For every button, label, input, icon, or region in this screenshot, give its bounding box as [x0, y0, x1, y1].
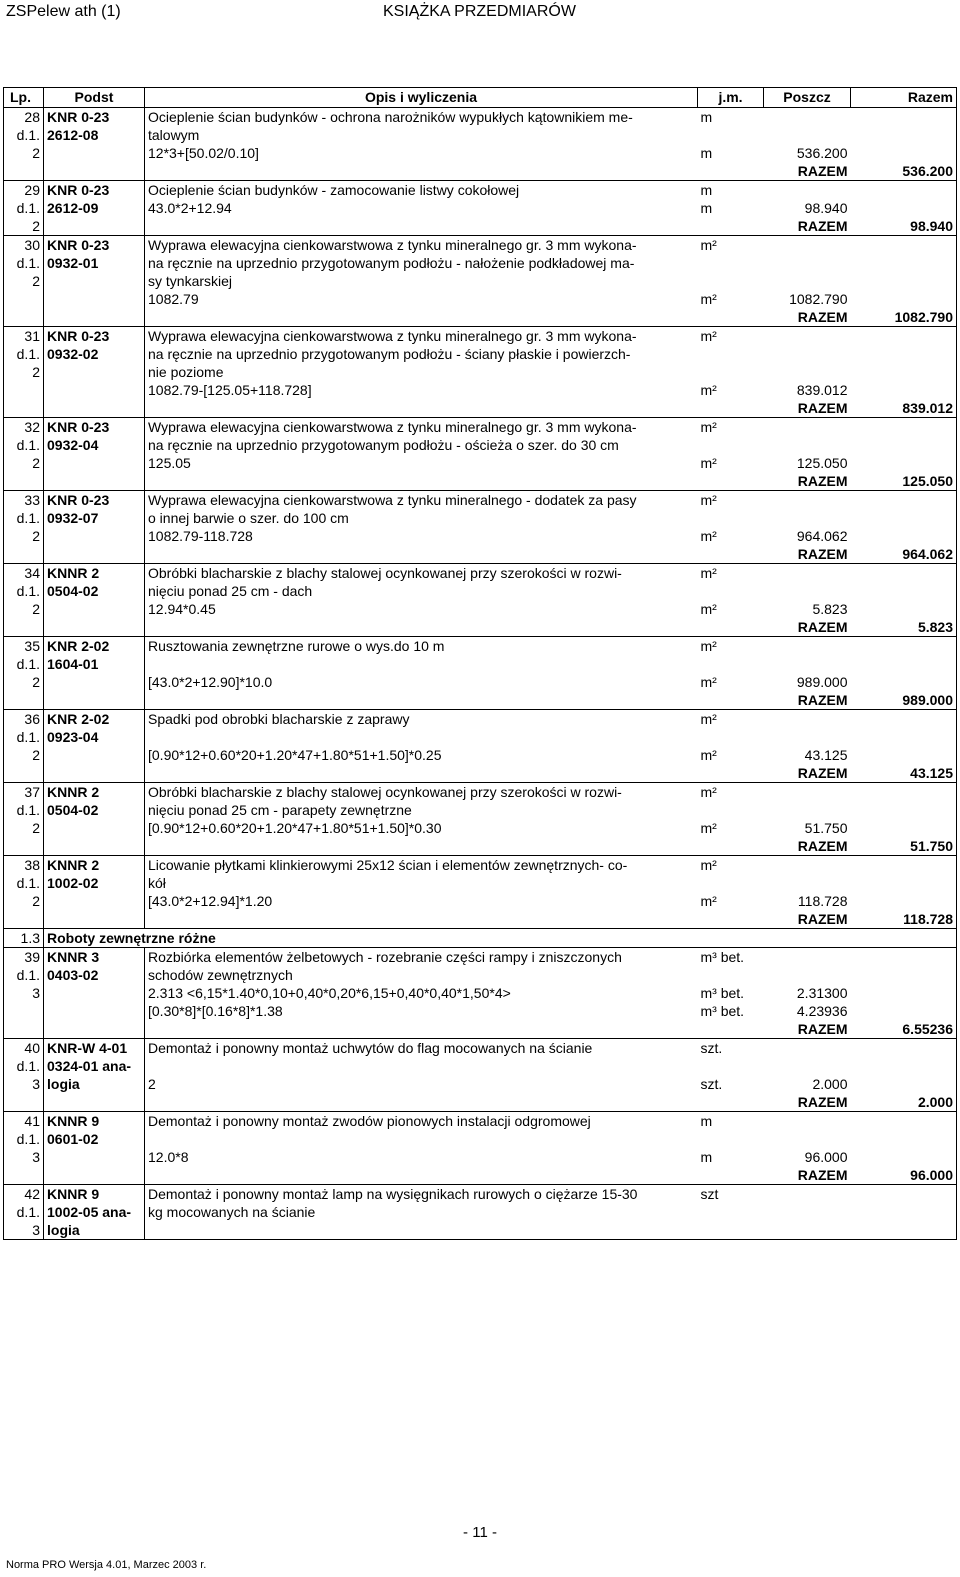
- calc-expression: [0.90*12+0.60*20+1.20*47+1.80*51+1.50]*0.30: [148, 820, 442, 836]
- item-basis: KNR 2-02 0923-04: [44, 710, 145, 783]
- item-basis: KNNR 2 1002-02: [44, 856, 145, 929]
- calc-row: [4, 1148, 957, 1166]
- razem-spacer: [698, 217, 764, 236]
- section-title: Roboty zewnętrzne różne: [44, 929, 957, 948]
- razem-row: [4, 837, 957, 856]
- razem-spacer: [145, 545, 698, 564]
- razem-row: [4, 162, 957, 181]
- razem-spacer: [145, 1020, 698, 1039]
- item-description: Rozbiórka elementów żelbetowych - rozebranie części rampy i zniszczonych schodów zewnętrznych: [145, 948, 698, 985]
- razem-spacer: [698, 910, 764, 929]
- calc-expression: [0.90*12+0.60*20+1.20*47+1.80*51+1.50]*0.25: [148, 747, 442, 763]
- item-unit: m²: [698, 491, 764, 528]
- page-number: - 11 -: [463, 1524, 497, 1541]
- item-total-empty: [851, 1185, 957, 1240]
- item-basis: KNR 0-23 2612-08: [44, 108, 145, 181]
- item-basis: KNR-W 4-01 0324-01 ana- logia: [44, 1039, 145, 1112]
- col-header-lp: Lp.: [4, 88, 44, 108]
- item-description: Wyprawa elewacyjna cienkowarstwowa z tynku mineralnego - dodatek za pasy o innej barwie o szer. do 100 cm: [145, 491, 698, 528]
- calc-unit: m³ bet.: [700, 1003, 745, 1019]
- razem-spacer: [698, 1093, 764, 1112]
- item-unit: m²: [698, 327, 764, 382]
- calc-row: [4, 454, 957, 472]
- item-description: Demontaż i ponowny montaż lamp na wysięgnikach rurowych o ciężarze 15-30 kg mocowanych na ścianie: [145, 1185, 698, 1240]
- item-total-empty: [851, 856, 957, 893]
- calc-row: [4, 746, 957, 764]
- item-description: Obróbki blacharskie z blachy stalowej ocynkowanej przy szerokości w rozwi- nięciu ponad 25 cm - parapety zewnętrzne: [145, 783, 698, 820]
- item-partial-empty: [764, 327, 851, 382]
- razem-row: [4, 618, 957, 637]
- calc-value: 964.062: [796, 528, 848, 544]
- item-unit: szt: [698, 1185, 764, 1240]
- razem-row: [4, 472, 957, 491]
- item-unit: m: [698, 1112, 764, 1149]
- calc-value: 2.31300: [796, 985, 848, 1001]
- items-body-2: [4, 948, 957, 1240]
- col-header-podst: Podst: [44, 88, 145, 108]
- item-number: 28 d.1. 2: [4, 108, 44, 181]
- item-unit: m²: [698, 783, 764, 820]
- item-partial-empty: [764, 236, 851, 291]
- razem-label: RAZEM: [797, 546, 848, 562]
- calc-unit: m²: [700, 893, 717, 909]
- calc-unit: m²: [700, 528, 717, 544]
- item-basis: KNR 0-23 0932-07: [44, 491, 145, 564]
- file-name: ZSPelew ath (1): [6, 3, 121, 20]
- item-basis: KNR 0-23 2612-09: [44, 181, 145, 236]
- calc-value: 4.23936: [796, 1003, 848, 1019]
- razem-row: [4, 308, 957, 327]
- calc-total-empty: [851, 600, 957, 618]
- item-number: 39 d.1. 3: [4, 948, 44, 1039]
- item-description: Wyprawa elewacyjna cienkowarstwowa z tynku mineralnego gr. 3 mm wykona- na ręcznie na uprzednio przygotowanym podłożu - ściany płaskie i powierzch- nie poziome: [145, 327, 698, 382]
- item-description: Demontaż i ponowny montaż uchwytów do flag mocowanych na ścianie: [145, 1039, 698, 1076]
- razem-spacer: [145, 1166, 698, 1185]
- item-number: 30 d.1. 2: [4, 236, 44, 327]
- item-row: [4, 181, 957, 200]
- calc-row: [4, 984, 957, 1002]
- razem-spacer: [698, 545, 764, 564]
- calc-total-empty: [851, 746, 957, 764]
- item-unit: m²: [698, 710, 764, 747]
- calc-expression: 125.05: [148, 455, 191, 471]
- calc-unit: m²: [700, 455, 717, 471]
- calc-value: 5.823: [812, 601, 848, 617]
- razem-label: RAZEM: [797, 911, 848, 927]
- item-description: Wyprawa elewacyjna cienkowarstwowa z tynku mineralnego gr. 3 mm wykona- na ręcznie na uprzednio przygotowanym podłożu - ościeża o szer. do 30 cm: [145, 418, 698, 455]
- razem-value: 98.940: [851, 217, 957, 236]
- item-basis: KNR 2-02 1604-01: [44, 637, 145, 710]
- calc-total-empty: [851, 819, 957, 837]
- item-unit: m²: [698, 236, 764, 291]
- calc-unit: m³ bet.: [700, 985, 745, 1001]
- calc-unit: m²: [700, 601, 717, 617]
- item-description: Demontaż i ponowny montaż zwodów pionowych instalacji odgromowej: [145, 1112, 698, 1149]
- item-number: 37 d.1. 2: [4, 783, 44, 856]
- item-total-empty: [851, 418, 957, 455]
- item-total-empty: [851, 948, 957, 985]
- razem-value: 964.062: [851, 545, 957, 564]
- razem-row: [4, 691, 957, 710]
- calc-value: 536.200: [796, 145, 848, 161]
- razem-spacer: [698, 764, 764, 783]
- item-row: [4, 783, 957, 820]
- item-number: 40 d.1. 3: [4, 1039, 44, 1112]
- calc-row: [4, 381, 957, 399]
- cost-estimate-table: [3, 87, 957, 1240]
- razem-spacer: [698, 399, 764, 418]
- razem-spacer: [698, 618, 764, 637]
- calc-total-empty: [851, 290, 957, 308]
- item-number: 29 d.1. 2: [4, 181, 44, 236]
- calc-unit: m²: [700, 382, 717, 398]
- razem-spacer: [145, 837, 698, 856]
- razem-value: 118.728: [851, 910, 957, 929]
- razem-label: RAZEM: [797, 1094, 848, 1110]
- item-partial-empty: [764, 1112, 851, 1149]
- item-number: 42 d.1. 3: [4, 1185, 44, 1240]
- calc-expression: 2.313 <6,15*1.40*0,10+0,40*0,20*6,15+0,40*0,40*1,50*4>: [148, 985, 511, 1001]
- calc-expression: 12.94*0.45: [148, 601, 216, 617]
- item-partial-empty: [764, 637, 851, 674]
- document-title: KSIĄŻKA PRZEDMIARÓW: [383, 3, 576, 20]
- item-row: [4, 710, 957, 747]
- razem-label: RAZEM: [797, 692, 848, 708]
- calc-row: [4, 290, 957, 308]
- section-body: [4, 929, 957, 948]
- calc-expression: 12.0*8: [148, 1149, 189, 1165]
- item-unit: m²: [698, 564, 764, 601]
- item-description: Licowanie płytkami klinkierowymi 25x12 ścian i elementów zewnętrznych- co- kół: [145, 856, 698, 893]
- item-unit: m: [698, 108, 764, 145]
- item-total-empty: [851, 1112, 957, 1149]
- razem-row: [4, 1020, 957, 1039]
- calc-total-empty: [851, 1002, 957, 1020]
- razem-value: 43.125: [851, 764, 957, 783]
- item-total-empty: [851, 637, 957, 674]
- calc-unit: m²: [700, 291, 717, 307]
- window-header: [0, 0, 960, 26]
- item-row: [4, 236, 957, 291]
- razem-value: 989.000: [851, 691, 957, 710]
- calc-total-empty: [851, 381, 957, 399]
- item-partial-empty: [764, 1185, 851, 1240]
- razem-spacer: [698, 691, 764, 710]
- item-basis: KNNR 9 0601-02: [44, 1112, 145, 1185]
- calc-total-empty: [851, 144, 957, 162]
- item-row: [4, 637, 957, 674]
- razem-spacer: [698, 308, 764, 327]
- item-row: [4, 1185, 957, 1240]
- calc-row: [4, 199, 957, 217]
- item-total-empty: [851, 108, 957, 145]
- calc-expression: 1082.79-118.728: [148, 528, 253, 544]
- item-description: Ocieplenie ścian budynków - zamocowanie listwy cokołowej: [145, 181, 698, 200]
- col-header-jm: j.m.: [698, 88, 764, 108]
- calc-total-empty: [851, 454, 957, 472]
- table-header-row: [4, 88, 957, 108]
- razem-row: [4, 217, 957, 236]
- item-basis: KNNR 2 0504-02: [44, 564, 145, 637]
- item-partial-empty: [764, 710, 851, 747]
- calc-value: 43.125: [804, 747, 848, 763]
- item-number: 35 d.1. 2: [4, 637, 44, 710]
- item-row: [4, 1039, 957, 1076]
- col-header-opis: Opis i wyliczenia: [145, 88, 698, 108]
- item-total-empty: [851, 710, 957, 747]
- item-basis: KNR 0-23 0932-04: [44, 418, 145, 491]
- item-row: [4, 856, 957, 893]
- calc-unit: m: [700, 145, 713, 161]
- col-header-razem: Razem: [851, 88, 957, 108]
- calc-unit: m: [700, 200, 713, 216]
- item-row: [4, 491, 957, 528]
- calc-value: 96.000: [804, 1149, 848, 1165]
- item-basis: KNNR 3 0403-02: [44, 948, 145, 1039]
- razem-label: RAZEM: [797, 1021, 848, 1037]
- razem-label: RAZEM: [797, 400, 848, 416]
- item-row: [4, 564, 957, 601]
- razem-spacer: [145, 472, 698, 491]
- item-row: [4, 327, 957, 382]
- razem-value: 6.55236: [851, 1020, 957, 1039]
- item-partial-empty: [764, 1039, 851, 1076]
- item-total-empty: [851, 181, 957, 200]
- razem-row: [4, 1166, 957, 1185]
- item-description: Rusztowania zewnętrzne rurowe o wys.do 10 m: [145, 637, 698, 674]
- item-row: [4, 1112, 957, 1149]
- razem-spacer: [698, 1020, 764, 1039]
- razem-label: RAZEM: [797, 473, 848, 489]
- item-number: 34 d.1. 2: [4, 564, 44, 637]
- razem-label: RAZEM: [797, 163, 848, 179]
- calc-total-empty: [851, 673, 957, 691]
- footer-note: Norma PRO Wersja 4.01, Marzec 2003 r.: [6, 1559, 207, 1571]
- razem-spacer: [145, 618, 698, 637]
- razem-value: 1082.790: [851, 308, 957, 327]
- item-basis: KNNR 9 1002-05 ana- logia: [44, 1185, 145, 1240]
- calc-value: 2.000: [812, 1076, 848, 1092]
- calc-expression: 12*3+[50.02/0.10]: [148, 145, 259, 161]
- section-row: [4, 929, 957, 948]
- razem-spacer: [145, 399, 698, 418]
- razem-row: [4, 910, 957, 929]
- item-total-empty: [851, 1039, 957, 1076]
- razem-spacer: [698, 162, 764, 181]
- calc-row: [4, 1002, 957, 1020]
- calc-expression: 1082.79-[125.05+118.728]: [148, 382, 312, 398]
- item-row: [4, 418, 957, 455]
- calc-total-empty: [851, 892, 957, 910]
- calc-unit: szt.: [700, 1076, 723, 1092]
- calc-expression: 1082.79: [148, 291, 199, 307]
- calc-value: 118.728: [797, 893, 848, 909]
- item-partial-empty: [764, 783, 851, 820]
- item-partial-empty: [764, 856, 851, 893]
- calc-expression: 2: [148, 1076, 156, 1092]
- calc-expression: [43.0*2+12.94]*1.20: [148, 893, 273, 909]
- razem-value: 2.000: [851, 1093, 957, 1112]
- calc-unit: m²: [700, 747, 717, 763]
- item-row: [4, 108, 957, 145]
- calc-value: 98.940: [804, 200, 848, 216]
- item-number: 36 d.1. 2: [4, 710, 44, 783]
- item-number: 32 d.1. 2: [4, 418, 44, 491]
- item-unit: m²: [698, 637, 764, 674]
- item-number: 31 d.1. 2: [4, 327, 44, 418]
- calc-total-empty: [851, 199, 957, 217]
- item-partial-empty: [764, 108, 851, 145]
- item-unit: m: [698, 181, 764, 200]
- razem-row: [4, 545, 957, 564]
- razem-value: 125.050: [851, 472, 957, 491]
- razem-value: 839.012: [851, 399, 957, 418]
- razem-spacer: [698, 837, 764, 856]
- item-partial-empty: [764, 948, 851, 985]
- section-number: 1.3: [4, 929, 44, 948]
- razem-spacer: [145, 1093, 698, 1112]
- razem-label: RAZEM: [797, 838, 848, 854]
- calc-value: 839.012: [796, 382, 848, 398]
- items-body: [4, 108, 957, 929]
- razem-spacer: [145, 217, 698, 236]
- item-unit: szt.: [698, 1039, 764, 1076]
- razem-value: 96.000: [851, 1166, 957, 1185]
- item-total-empty: [851, 327, 957, 382]
- calc-row: [4, 144, 957, 162]
- calc-expression: 43.0*2+12.94: [148, 200, 232, 216]
- calc-row: [4, 1075, 957, 1093]
- razem-row: [4, 399, 957, 418]
- calc-total-empty: [851, 984, 957, 1002]
- razem-row: [4, 764, 957, 783]
- item-partial-empty: [764, 491, 851, 528]
- item-row: [4, 948, 957, 985]
- calc-expression: [0.30*8]*[0.16*8]*1.38: [148, 1003, 283, 1019]
- item-basis: KNR 0-23 0932-02: [44, 327, 145, 418]
- razem-spacer: [145, 162, 698, 181]
- calc-unit: m: [700, 1149, 713, 1165]
- calc-row: [4, 819, 957, 837]
- razem-label: RAZEM: [797, 765, 848, 781]
- item-number: 41 d.1. 3: [4, 1112, 44, 1185]
- calc-value: 989.000: [796, 674, 848, 690]
- razem-value: 51.750: [851, 837, 957, 856]
- razem-label: RAZEM: [797, 619, 848, 635]
- item-unit: m³ bet.: [698, 948, 764, 985]
- calc-value: 51.750: [804, 820, 848, 836]
- calc-row: [4, 892, 957, 910]
- item-partial-empty: [764, 418, 851, 455]
- calc-expression: [43.0*2+12.90]*10.0: [148, 674, 273, 690]
- razem-value: 5.823: [851, 618, 957, 637]
- item-description: Ocieplenie ścian budynków - ochrona narożników wypukłych kątownikiem me- talowym: [145, 108, 698, 145]
- calc-value: 125.050: [796, 455, 848, 471]
- calc-total-empty: [851, 527, 957, 545]
- item-total-empty: [851, 236, 957, 291]
- item-total-empty: [851, 491, 957, 528]
- item-basis: KNR 0-23 0932-01: [44, 236, 145, 327]
- item-description: Wyprawa elewacyjna cienkowarstwowa z tynku mineralnego gr. 3 mm wykona- na ręcznie na uprzednio przygotowanym podłożu - nałożenie podkładowej ma- sy tynkarskiej: [145, 236, 698, 291]
- calc-value: 1082.790: [789, 291, 848, 307]
- item-unit: m²: [698, 856, 764, 893]
- item-unit: m²: [698, 418, 764, 455]
- razem-label: RAZEM: [797, 309, 848, 325]
- item-partial-empty: [764, 181, 851, 200]
- item-number: 33 d.1. 2: [4, 491, 44, 564]
- calc-row: [4, 673, 957, 691]
- calc-row: [4, 527, 957, 545]
- razem-row: [4, 1093, 957, 1112]
- razem-spacer: [145, 910, 698, 929]
- item-basis: KNNR 2 0504-02: [44, 783, 145, 856]
- razem-spacer: [145, 308, 698, 327]
- razem-spacer: [145, 691, 698, 710]
- razem-spacer: [698, 472, 764, 491]
- razem-spacer: [698, 1166, 764, 1185]
- calc-unit: m²: [700, 820, 717, 836]
- item-description: Spadki pod obrobki blacharskie z zaprawy: [145, 710, 698, 747]
- item-total-empty: [851, 783, 957, 820]
- item-description: Obróbki blacharskie z blachy stalowej ocynkowanej przy szerokości w rozwi- nięciu ponad 25 cm - dach: [145, 564, 698, 601]
- razem-value: 536.200: [851, 162, 957, 181]
- razem-spacer: [145, 764, 698, 783]
- calc-unit: m²: [700, 674, 717, 690]
- razem-label: RAZEM: [797, 218, 848, 234]
- calc-total-empty: [851, 1075, 957, 1093]
- item-partial-empty: [764, 564, 851, 601]
- item-number: 38 d.1. 2: [4, 856, 44, 929]
- razem-label: RAZEM: [797, 1167, 848, 1183]
- calc-total-empty: [851, 1148, 957, 1166]
- col-header-poszcz: Poszcz: [764, 88, 851, 108]
- item-total-empty: [851, 564, 957, 601]
- calc-row: [4, 600, 957, 618]
